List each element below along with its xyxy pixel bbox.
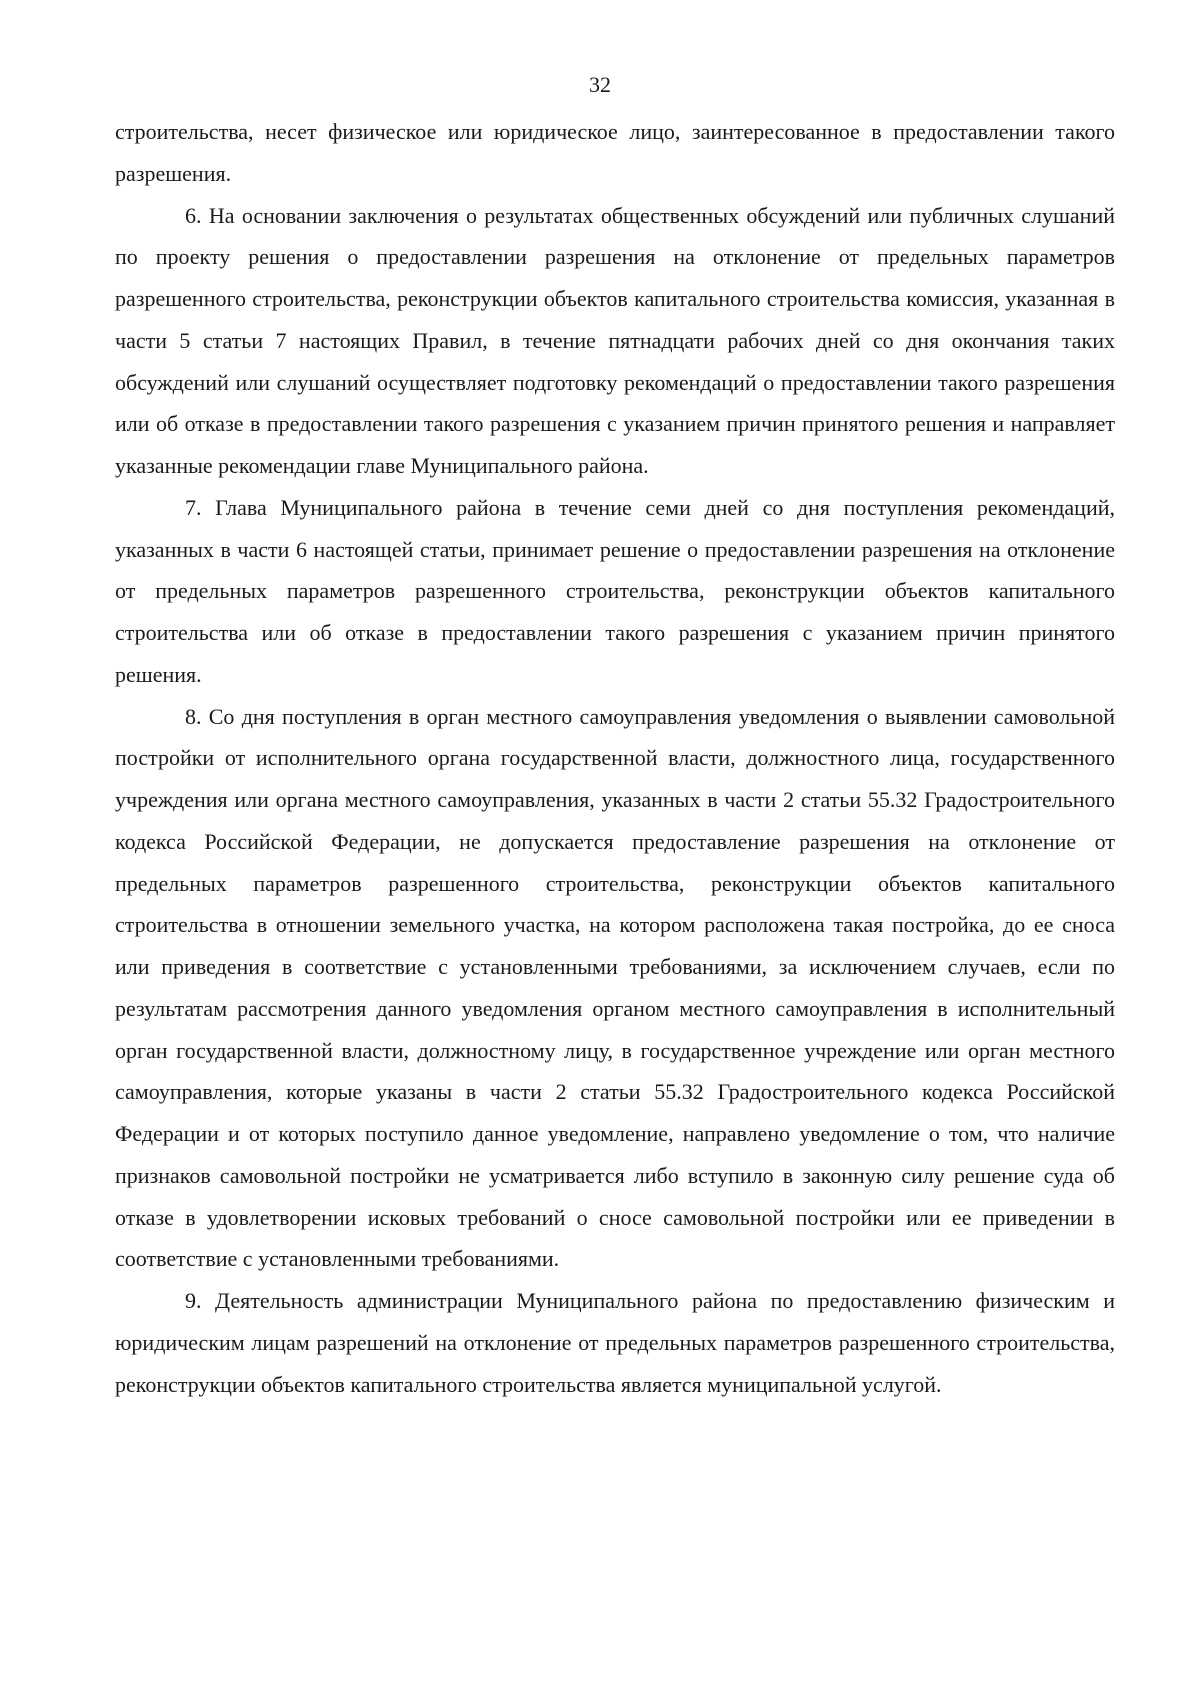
paragraph-item-6: 6. На основании заключения о результатах общественных обсуждений или публичных слушаний по проекту решения о предоставлении разрешения на отклонение от предельных параметров разрешенного строительства, реконструкции объектов капитального строительства комиссия, указанная в части 5 статьи 7 настоящих Правил, в течение пятнадцати рабочих дней со дня окончания таких обсуждений или слушаний осуществляет подготовку рекомендаций о предоставлении такого разрешения или об отказе в предоставлении такого разрешения с указанием причин принятого решения и направляет указанные рекомендации главе Муниципального района.: [115, 202, 1115, 478]
paragraph-item-8: 8. Со дня поступления в орган местного самоуправления уведомления о выявлении самовольной постройки от исполнительного органа государственной власти, должностного лица, государственного учреждения или органа местного самоуправления, указанных в части 2 статьи 55.32 Градостроительного кодекса Российской Федерации, не допускается предоставление разрешения на отклонение от предельных параметров разрешенного строительства, реконструкции объектов капитального строительства в отношении земельного участка, на котором расположена такая постройка, до ее сноса или приведения в соответствие с установленными требованиями, за исключением случаев, если по результатам рассмотрения данного уведомления органом местного самоуправления в исполнительный орган государственной власти, должностному лицу, в государственное учреждение или орган местного самоуправления, которые указаны в части 2 статьи 55.32 Градостроительного кодекса Российской Федерации и от которых поступило данное уведомление, направлено уведомление о том, что наличие признаков самовольной постройки не усматривается либо вступило в законную силу решение суда об отказе в удовлетворении исковых требований о сносе самовольной постройки или ее приведении в соответствие с установленными требованиями.: [115, 703, 1115, 1272]
paragraph-item-7: 7. Глава Муниципального района в течение семи дней со дня поступления рекомендаций, указанных в части 6 настоящей статьи, принимает решение о предоставлении разрешения на отклонение от предельных параметров разрешенного строительства, реконструкции объектов капитального строительства или об отказе в предоставлении такого разрешения с указанием причин принятого решения.: [115, 494, 1115, 687]
paragraph-item-9: 9. Деятельность администрации Муниципального района по предоставлению физическим и юридическим лицам разрешений на отклонение от предельных параметров разрешенного строительства, реконструкции объектов капитального строительства является муниципальной услугой.: [115, 1288, 1115, 1397]
page-number: 32: [589, 72, 611, 97]
paragraph-continuation: строительства, несет физическое или юридическое лицо, заинтересованное в предоставлении такого разрешения.: [115, 119, 1115, 186]
document-body: [115, 111, 1115, 1405]
